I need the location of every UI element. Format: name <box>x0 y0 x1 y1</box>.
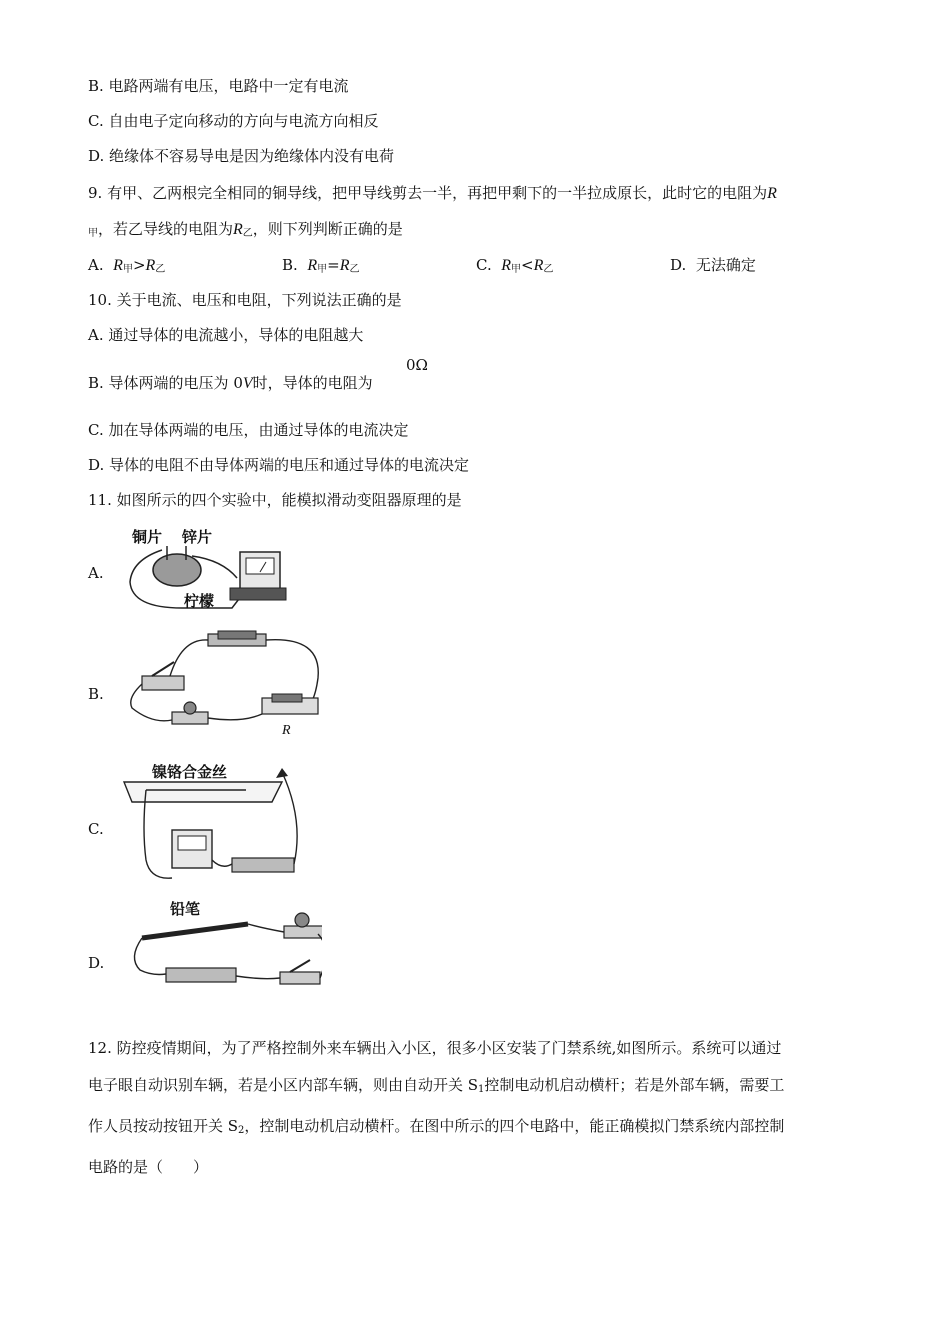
figure-c-nichrome-circuit <box>122 760 304 885</box>
q9-a-r2: R <box>145 257 156 274</box>
q9-sub-yi: 乙 <box>242 228 253 239</box>
q9-d-text: 无法确定 <box>695 256 756 274</box>
q12-line3 <box>88 1108 868 1149</box>
q9-stem-line2 <box>88 219 403 244</box>
q11-option-a-label: A. <box>88 564 104 582</box>
q12-line3b: ，控制电动机启动横杆。在图中所示的四个电路中，能正确模拟门禁系统内部控制 <box>244 1117 785 1135</box>
fig-a-copper-label: 铜片 <box>132 528 163 546</box>
q9-stem <box>88 183 777 204</box>
q9-c-jia: 甲 <box>511 264 522 275</box>
fig-c-wire-label: 镍铬合金丝 <box>152 763 228 781</box>
q12-line2 <box>88 1067 868 1108</box>
q10-b-post: 时，导体的电阻为 <box>252 374 373 392</box>
q11-option-b-label: B. <box>88 685 104 703</box>
q9-a-r1: R <box>113 257 123 274</box>
q9-b-yi: 乙 <box>349 264 360 275</box>
q11-option-d-label: D. <box>88 954 105 972</box>
q12-line3a: 作人员按动按钮开关 S <box>88 1117 239 1135</box>
switch-shape <box>142 676 184 690</box>
q12-line1: 12. 防控疫情期间，为了严格控制外来车辆出入小区，很多小区安装了门禁系统,如图所示。系统可以通过 <box>88 1039 782 1057</box>
q9-stem3: ，则下列判断正确的是 <box>252 220 403 238</box>
q9-r2-symbol: R <box>233 221 243 238</box>
q8-option-c: C. 自由电子定向移动的方向与电流方向相反 <box>88 112 379 130</box>
q9-option-d <box>670 255 756 275</box>
q10-option-a: A. 通过导体的电流越小，导体的电阻越大 <box>88 326 364 344</box>
q8-option-b: B. 电路两端有电压，电路中一定有电流 <box>88 77 349 95</box>
q9-option-c <box>476 255 553 280</box>
wire-board-shape <box>124 782 282 802</box>
q10-option-b <box>88 373 373 394</box>
q9-r-symbol: R <box>767 185 777 202</box>
q10-ohm: 0Ω <box>406 356 428 374</box>
fig-d-pencil-label: 铅笔 <box>170 900 201 918</box>
q9-b-r2: R <box>339 257 350 274</box>
q12-line2a: 电子眼自动识别车辆，若是小区内部车辆，则由自动开关 S <box>88 1076 479 1094</box>
q9-stem2: ，若乙导线的电阻为 <box>98 220 234 238</box>
q9-b-op: = <box>327 256 340 274</box>
q9-c-r1: R <box>501 257 512 274</box>
q10-option-c: C. 加在导体两端的电压，由通过导体的电流决定 <box>88 421 409 439</box>
figure-b-circuit <box>122 628 322 740</box>
q10-b-pre: B. 导体两端的电压为 0 <box>88 374 243 392</box>
q9-stem-text: 9. 有甲、乙两根完全相同的铜导线，把甲导线剪去一半，再把甲剩下的一半拉成原长，此时它的电阻为 <box>88 184 768 202</box>
fig-b-r-label: R <box>282 723 291 738</box>
q10-option-d: D. 导体的电阻不由导体两端的电压和通过导体的电流决定 <box>88 456 470 474</box>
q10-stem: 10. 关于电流、电压和电阻，下列说法正确的是 <box>88 291 402 309</box>
q9-a-yi: 乙 <box>155 264 166 275</box>
figure-d-pencil-circuit <box>122 898 322 998</box>
q9-option-a <box>88 255 165 280</box>
fig-d-lamp-base <box>284 926 322 938</box>
q9-a-op: > <box>132 256 146 274</box>
q9-d-label: D. <box>670 256 687 274</box>
q12-line2b: 控制电动机启动横杆；若是外部车辆，需要工 <box>484 1076 785 1094</box>
q10-b-v: V <box>242 375 253 392</box>
fig-d-switch-shape <box>280 972 320 984</box>
lemon-shape <box>153 554 201 586</box>
q9-c-label: C. <box>476 256 492 274</box>
q9-c-op: < <box>521 256 534 274</box>
q12-paragraph <box>88 1030 868 1186</box>
q9-b-label: B. <box>282 256 298 274</box>
q11-option-c-label: C. <box>88 820 104 838</box>
figure-a-lemon-battery <box>122 520 297 612</box>
fig-c-battery-shape <box>232 858 294 872</box>
q9-c-r2: R <box>533 257 544 274</box>
q12-s1-sub: 1 <box>478 1084 485 1095</box>
fig-a-lemon-label: 柠檬 <box>184 592 215 610</box>
q9-c-yi: 乙 <box>543 264 554 275</box>
fig-d-battery-shape <box>166 968 236 982</box>
q9-option-b <box>282 255 359 280</box>
pencil-shape <box>142 924 248 938</box>
q9-b-r1: R <box>307 257 318 274</box>
q8-option-d: D. 绝缘体不容易导电是因为绝缘体内没有电荷 <box>88 147 395 165</box>
q11-stem: 11. 如图所示的四个实验中，能模拟滑动变阻器原理的是 <box>88 491 462 509</box>
q9-b-jia: 甲 <box>317 264 328 275</box>
q12-line4: 电路的是（ ） <box>88 1158 209 1176</box>
q9-sub-jia: 甲 <box>88 228 98 239</box>
fig-a-zinc-label: 锌片 <box>182 528 213 546</box>
q9-a-jia: 甲 <box>122 264 133 275</box>
q9-a-label: A. <box>88 256 104 274</box>
q12-s2-sub: 2 <box>238 1125 245 1136</box>
